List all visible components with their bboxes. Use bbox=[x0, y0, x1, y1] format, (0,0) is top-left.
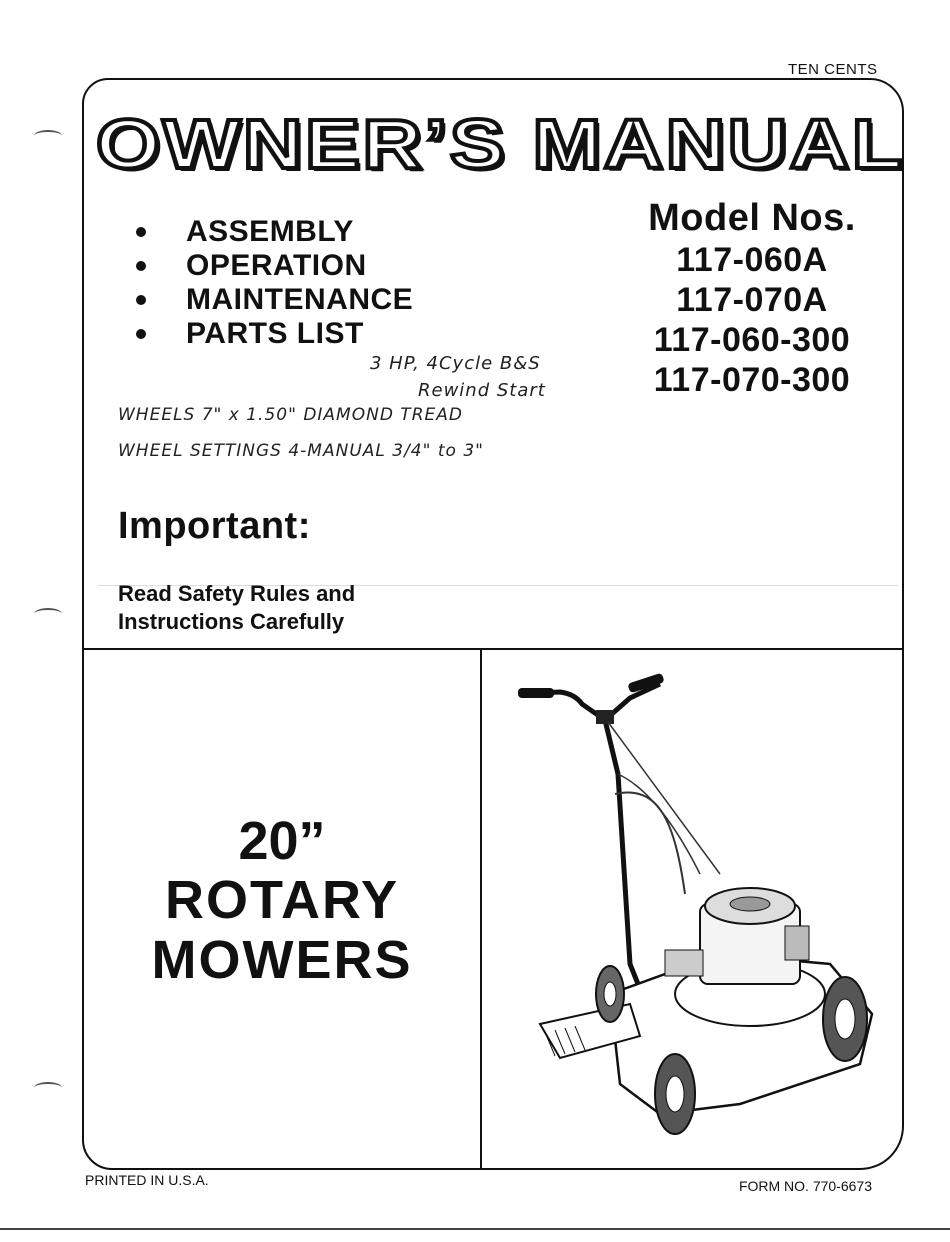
list-item: ASSEMBLY bbox=[132, 215, 413, 249]
binder-hole-mark bbox=[34, 1082, 62, 1094]
bullet-icon bbox=[136, 329, 146, 339]
price-label: TEN CENTS bbox=[788, 61, 878, 78]
bullet-icon bbox=[136, 295, 146, 305]
section-divider bbox=[82, 648, 904, 650]
binder-hole-mark bbox=[34, 130, 62, 142]
model-heading: Model Nos. bbox=[648, 197, 856, 239]
contents-list bbox=[132, 215, 413, 351]
list-item: MAINTENANCE bbox=[132, 283, 413, 317]
model-number: 117-070A bbox=[676, 281, 828, 319]
product-size: 20” bbox=[238, 811, 326, 871]
handwritten-note: 3 HP, 4Cycle B&S bbox=[370, 353, 541, 374]
panel-divider bbox=[480, 648, 482, 1170]
safety-notice: Read Safety Rules and Instructions Carefully bbox=[118, 581, 356, 634]
bullet-icon bbox=[136, 227, 146, 237]
scan-edge-line bbox=[0, 1228, 950, 1230]
model-number: 117-060A bbox=[676, 241, 828, 279]
product-type: ROTARY bbox=[165, 870, 399, 930]
model-numbers bbox=[622, 196, 882, 400]
handwritten-note: WHEEL SETTINGS 4-MANUAL 3/4" to 3" bbox=[118, 441, 484, 461]
handwritten-note: WHEELS 7" x 1.50" DIAMOND TREAD bbox=[118, 405, 463, 425]
printed-label: PRINTED IN U.S.A. bbox=[85, 1172, 209, 1188]
title-banner bbox=[96, 104, 905, 184]
bullet-icon bbox=[136, 261, 146, 271]
binder-hole-mark bbox=[34, 608, 62, 620]
list-item: OPERATION bbox=[132, 249, 413, 283]
list-item: PARTS LIST bbox=[132, 317, 413, 351]
model-number: 117-060-300 bbox=[653, 321, 851, 359]
form-number: FORM NO. 770-6673 bbox=[738, 1178, 872, 1194]
model-number: 117-070-300 bbox=[653, 361, 851, 399]
product-type: MOWERS bbox=[151, 930, 413, 990]
important-heading: Important: bbox=[118, 505, 311, 547]
manual-title: OWNER’S MANUAL bbox=[96, 105, 905, 183]
product-name bbox=[84, 812, 480, 990]
handwritten-note: Rewind Start bbox=[418, 380, 546, 401]
mower-illustration bbox=[500, 664, 892, 1164]
